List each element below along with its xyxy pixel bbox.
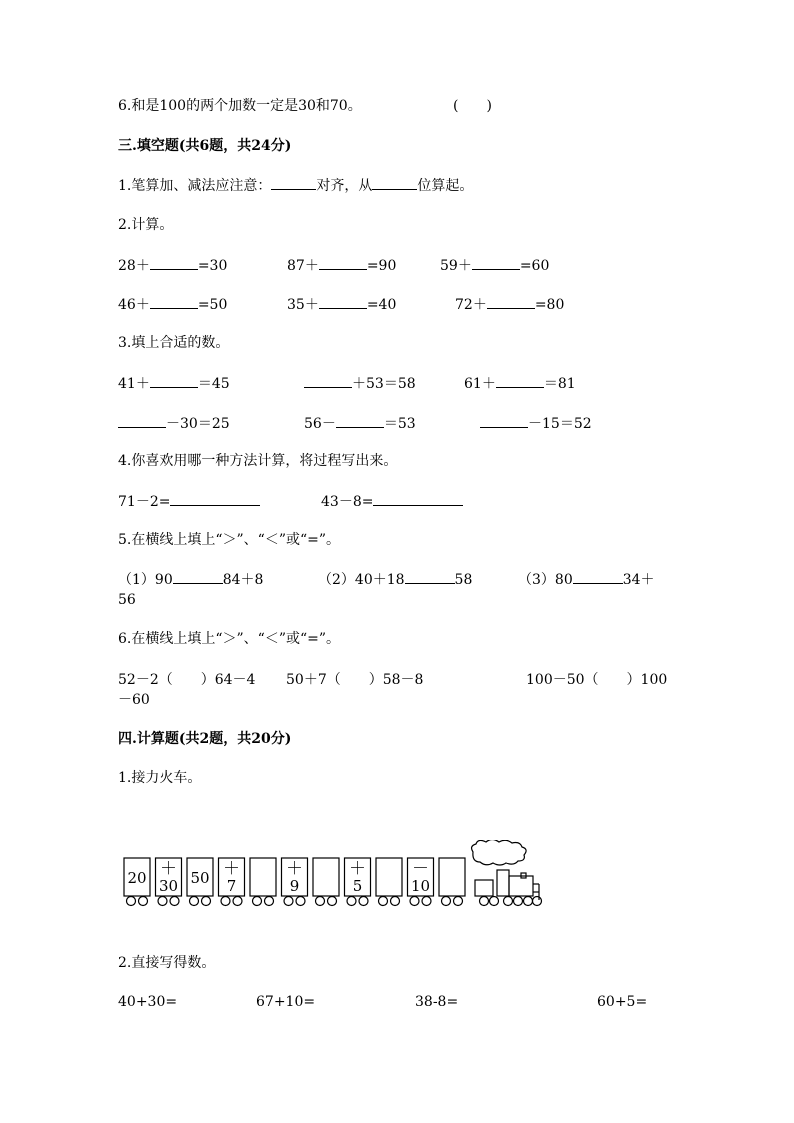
train-car	[219, 858, 245, 906]
work-item: 43－8=	[321, 491, 463, 512]
train-car-operator: ＋	[286, 859, 303, 879]
answer-blank[interactable]	[150, 294, 198, 309]
answer-blank[interactable]	[496, 373, 544, 388]
calc-item: 87＋ =90	[287, 255, 396, 276]
compare-item: （1）90 84＋8	[118, 569, 263, 590]
train-wheel	[158, 897, 167, 906]
train-wheel	[284, 897, 293, 906]
answer-blank[interactable]	[472, 255, 520, 270]
fill-item: ＋53＝58	[304, 373, 416, 394]
train-wheel	[347, 897, 356, 906]
train-car-operator: ＋	[160, 859, 177, 879]
answer-blank[interactable]	[170, 491, 260, 506]
train-wheel	[359, 897, 368, 906]
train-wheel	[391, 897, 400, 906]
quick-calc-item[interactable]: 60+5=	[597, 994, 648, 1010]
answer-blank[interactable]	[487, 294, 535, 309]
quick-calc-item[interactable]: 40+30=	[118, 994, 178, 1010]
fill-question-6-title: 6.在横线上填上“＞”、“＜”或“=”。	[118, 631, 341, 647]
fill-question-2-title: 2.计算。	[118, 217, 174, 233]
fill-item: 41＋ ＝45	[118, 373, 230, 394]
train-car-box	[439, 858, 465, 896]
train-car	[187, 858, 213, 906]
fill-question-5-title: 5.在横线上填上“＞”、“＜”或“=”。	[118, 532, 341, 548]
answer-blank[interactable]	[304, 373, 352, 388]
fill-question-3-title: 3.填上合适的数。	[118, 335, 230, 351]
train-wheel	[410, 897, 419, 906]
train-car[interactable]	[376, 858, 402, 906]
compare-item-wrap: 56	[118, 592, 136, 608]
answer-blank[interactable]	[373, 491, 463, 506]
fill-item: 61＋ ＝81	[464, 373, 576, 394]
calc-question-2-title: 2.直接写得数。	[118, 955, 216, 971]
locomotive	[472, 840, 542, 906]
train-wheel	[454, 897, 463, 906]
train-car	[124, 858, 150, 906]
section-3-title: 三.填空题(共6题，共24分)	[118, 138, 292, 154]
calc-item: 72＋ =80	[455, 294, 564, 315]
train-car-box	[313, 858, 339, 896]
tf-question-6	[118, 96, 362, 116]
train-wheel	[127, 897, 136, 906]
train-wheel	[328, 897, 337, 906]
answer-blank[interactable]	[271, 175, 316, 190]
answer-blank[interactable]	[336, 413, 384, 428]
train-car	[156, 858, 182, 906]
train-car-number: 7	[226, 877, 237, 895]
compare-item[interactable]: 52－2（ ）64－4	[118, 672, 256, 688]
calc-item: 59＋ =60	[440, 255, 549, 276]
train-car	[282, 858, 308, 906]
tf-answer-paren[interactable]: ( )	[453, 98, 492, 114]
train-car-number: 50	[190, 869, 210, 887]
fill-item: －15＝52	[480, 413, 592, 434]
train-wheel	[170, 897, 179, 906]
train-car-number: 5	[352, 877, 363, 895]
train-wheel	[296, 897, 305, 906]
train-wheel	[139, 897, 148, 906]
answer-blank[interactable]	[150, 373, 198, 388]
fill-question-4-title: 4.你喜欢用哪一种方法计算，将过程写出来。	[118, 453, 398, 469]
train-car-box	[250, 858, 276, 896]
calc-item: 35＋ =40	[287, 294, 396, 315]
train-car[interactable]	[250, 858, 276, 906]
compare-item[interactable]: 100－50（ ）100	[526, 672, 668, 688]
fill-item: －30＝25	[118, 413, 230, 434]
train-car-box	[376, 858, 402, 896]
tf-question-6-text: 6.和是100的两个加数一定是30和70。	[118, 98, 362, 114]
train-car	[345, 858, 371, 906]
compare-item-wrap: －60	[118, 692, 150, 708]
relay-train-figure	[118, 840, 548, 915]
train-car-operator: ＋	[349, 859, 366, 879]
train-wheel	[379, 897, 388, 906]
train-car[interactable]	[313, 858, 339, 906]
train-wheel	[442, 897, 451, 906]
train-wheel	[253, 897, 262, 906]
train-wheel	[221, 897, 230, 906]
train-wheel	[233, 897, 242, 906]
answer-blank[interactable]	[480, 413, 528, 428]
fill-question-1: 1.笔算加、减法应注意： 对齐，从 位算起。	[118, 175, 473, 196]
quick-calc-item[interactable]: 67+10=	[256, 994, 316, 1010]
calc-item: 28＋ =30	[118, 255, 227, 276]
train-car	[408, 858, 434, 906]
answer-blank[interactable]	[173, 569, 223, 584]
compare-item[interactable]: 50＋7（ ）58－8	[286, 672, 424, 688]
train-wheel	[265, 897, 274, 906]
quick-calc-item[interactable]: 38-8=	[415, 994, 459, 1010]
train-wheel	[316, 897, 325, 906]
calc-item: 46＋ =50	[118, 294, 227, 315]
answer-blank[interactable]	[319, 294, 367, 309]
train-car-number: 9	[289, 877, 300, 895]
train-car-number: 10	[410, 877, 431, 895]
compare-item: （3）80 34＋	[518, 569, 655, 590]
compare-item: （2）40＋18 58	[318, 569, 472, 590]
calc-question-1-title: 1.接力火车。	[118, 770, 202, 786]
answer-blank[interactable]	[118, 413, 166, 428]
train-wheel	[190, 897, 199, 906]
train-wheel	[202, 897, 211, 906]
train-car-number: 30	[158, 877, 179, 895]
section-4-title: 四.计算题(共2题，共20分)	[118, 731, 292, 747]
train-car-operator: ＋	[223, 859, 240, 879]
answer-blank[interactable]	[319, 255, 367, 270]
answer-blank[interactable]	[150, 255, 198, 270]
train-wheel	[422, 897, 431, 906]
work-item: 71－2=	[118, 491, 260, 512]
answer-blank[interactable]	[372, 175, 417, 190]
train-car-operator: －	[412, 859, 429, 879]
answer-blank[interactable]	[405, 569, 455, 584]
train-car-number: 20	[127, 869, 147, 887]
answer-blank[interactable]	[573, 569, 623, 584]
train-car[interactable]	[439, 858, 465, 906]
fill-item: 56－ ＝53	[304, 413, 416, 434]
